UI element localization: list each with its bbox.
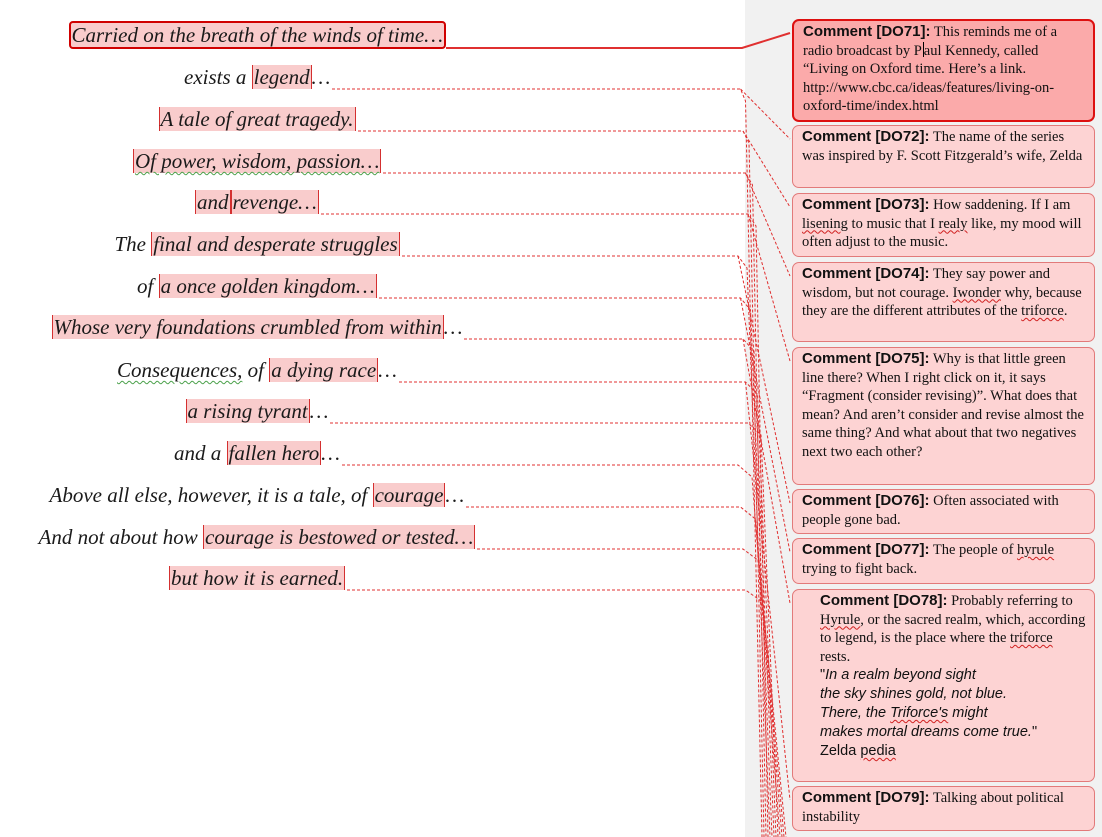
comment-text: Talking about political instability <box>802 790 1064 825</box>
grammar-underline: Of power, wisdom, passion… <box>135 149 380 173</box>
poem-line[interactable] <box>137 272 377 300</box>
comment-text: How saddening. If I am lisening to music that I realy like, my mood will often adjust to the music. <box>802 197 1082 250</box>
poem-line[interactable] <box>115 230 400 258</box>
comment-text: The people of hyrule trying to fight back. <box>802 542 1055 577</box>
comment-label: Comment [DO77]: <box>802 541 930 558</box>
comment-text: This reminds me of a radio broadcast by P aul Kennedy, called “Living on Oxford time. Here’s a link. http://www.cbc.ca/ideas/features/living-on-oxford-time/index.html <box>803 24 1058 114</box>
comment-balloon[interactable] <box>792 262 1095 342</box>
comment-text: Often associated with people gone bad. <box>802 493 1059 528</box>
commented-text: a once golden kingdom… <box>160 274 375 298</box>
commented-text: fallen hero <box>228 441 320 465</box>
line-text: … <box>309 399 329 423</box>
commented-text: revenge… <box>232 190 317 214</box>
poem-line[interactable] <box>195 188 319 216</box>
comment-text: Probably referring to Hyrule, or the sacred realm, which, according to legend, is the place where the triforce rests. "In a realm beyond sight the sky shines gold, not blue. There, the Triforce's might makes mortal dreams come true." Zelda pedia <box>820 593 1086 759</box>
poem-line[interactable] <box>39 523 476 551</box>
comment-balloon[interactable] <box>792 538 1095 584</box>
comment-text: Why is that little green line there? When I right click on it, it says “Fragment (consider revising)”. What does that mean? And aren’t consider and revise almost the same thing? And what about that two negatives next two each other? <box>802 351 1084 460</box>
commented-text: courage <box>374 483 444 507</box>
poem-line[interactable] <box>69 21 446 49</box>
commented-text <box>133 149 381 173</box>
comment-balloon[interactable] <box>792 589 1095 782</box>
comment-balloon[interactable] <box>792 193 1095 257</box>
line-text: And not about how <box>38 525 204 549</box>
poem-line[interactable] <box>52 313 463 341</box>
commented-text: courage is bestowed or tested… <box>205 525 474 549</box>
commented-text: and <box>197 190 229 214</box>
poem-line[interactable] <box>133 147 381 175</box>
poem-line[interactable] <box>169 564 345 592</box>
comment-label: Comment [DO75]: <box>802 350 930 367</box>
line-text: … <box>378 358 397 382</box>
line-text <box>117 358 242 382</box>
comment-balloon[interactable] <box>792 489 1095 534</box>
commented-text: but how it is earned. <box>171 566 344 590</box>
commented-text: legend <box>253 65 310 89</box>
comment-label: Comment [DO76]: <box>802 492 930 509</box>
commented-text: Whose very foundations crumbled from within <box>53 315 442 339</box>
comment-balloon[interactable] <box>792 125 1095 188</box>
line-text: The <box>114 232 152 256</box>
comment-label: Comment [DO72]: <box>802 128 930 145</box>
poem-line[interactable] <box>186 397 329 425</box>
comment-label: Comment [DO73]: <box>802 196 930 213</box>
line-text: exists a <box>184 65 252 89</box>
poem-line[interactable] <box>184 63 330 91</box>
grammar-underline: Consequences, <box>117 358 243 382</box>
comment-balloon[interactable] <box>792 347 1095 485</box>
line-text: … <box>443 315 463 339</box>
comment-text: They say power and wisdom, but not courage. Iwonder why, because they are the different attributes of the triforce. <box>802 266 1082 319</box>
comment-label: Comment [DO79]: <box>802 789 930 806</box>
comment-balloon[interactable] <box>792 19 1095 122</box>
line-text: of <box>242 358 270 382</box>
commented-text: final and desperate struggles <box>153 232 398 256</box>
comment-text: The name of the series was inspired by F. Scott Fitzgerald’s wife, Zelda <box>802 129 1083 164</box>
comment-label: Comment [DO74]: <box>802 265 930 282</box>
poem-line[interactable] <box>159 105 356 133</box>
line-text: and a <box>174 441 227 465</box>
comment-label: Comment [DO78]: <box>820 592 948 609</box>
line-text: of <box>137 274 159 298</box>
line-text: Above all else, however, it is a tale, of <box>49 483 373 507</box>
poem-line[interactable] <box>117 356 397 384</box>
line-text: … <box>321 441 340 465</box>
comment-balloon[interactable] <box>792 786 1095 831</box>
line-text: … <box>311 65 331 89</box>
commented-text: A tale of great tragedy. <box>160 107 354 131</box>
poem-line[interactable] <box>50 481 465 509</box>
comment-label: Comment [DO71]: <box>803 23 931 40</box>
line-text: … <box>445 483 465 507</box>
commented-text: a dying race <box>271 358 377 382</box>
poem-line[interactable] <box>174 439 340 467</box>
commented-text: Carried on the breath of the winds of time… <box>69 21 446 49</box>
commented-text: a rising tyrant <box>187 399 308 423</box>
